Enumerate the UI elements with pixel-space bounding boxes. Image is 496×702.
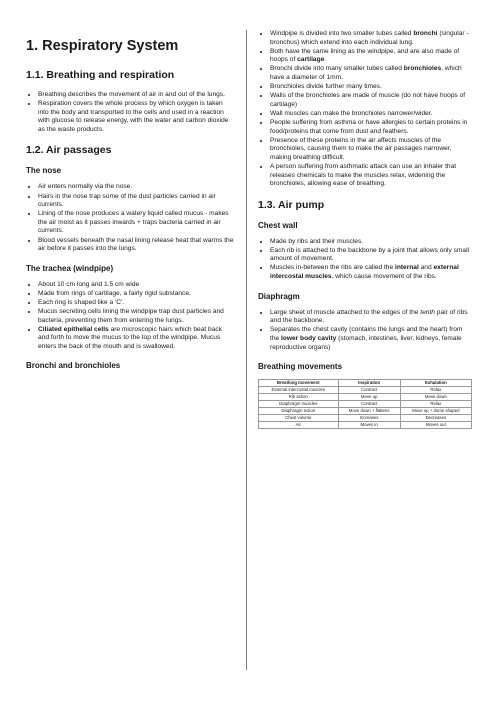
bold-term: lower body cavity	[281, 334, 337, 342]
table-cell: Contract	[338, 387, 400, 394]
list-item	[270, 264, 472, 281]
table-cell: Decreases	[400, 415, 471, 422]
text: Large sheet of muscle attached to the edges of the	[270, 308, 421, 316]
text: Separates the chest cavity (contains the lungs and the heart) from the	[270, 326, 463, 342]
column-divider	[246, 30, 247, 670]
table-cell: Relax	[400, 401, 471, 408]
subheading-bronchi: Bronchi and bronchioles	[26, 361, 121, 371]
table-cell: Chest volume	[259, 415, 339, 422]
table-cell: Move down	[400, 394, 471, 401]
list-item: • Presence of these proteins in the air affects muscles of the bronchioles, causing them to make the air passages narrower, making breathing difficult.	[270, 137, 472, 163]
list-item: • Wall muscles can make the bronchioles narrower/wider.	[270, 110, 472, 119]
subheading-chest-wall: Chest wall	[258, 220, 298, 230]
list-item: • Air enters normally via the nose.	[38, 183, 234, 192]
section-heading-air-pump: 1.3. Air pump	[258, 198, 325, 211]
text: , which have a diameter of 1mm.	[270, 65, 462, 81]
text: and	[418, 264, 434, 272]
table-cell: Air	[259, 422, 339, 429]
table-row	[259, 387, 472, 394]
trachea-list	[26, 281, 234, 352]
table-row	[259, 394, 472, 401]
list-item: • About 10 cm long and 1.5 cm wide	[38, 281, 234, 290]
text: Windpipe is divided into two smaller tubes called	[270, 30, 414, 37]
text: Bronchi divide into many smaller tubes called	[270, 65, 404, 73]
text: are microscopic hairs which beat back and forth to move the mucus to the top of the windpipe. Mucus enters the back of the mouth and is swallowed.	[38, 325, 222, 350]
table-cell: Rib action	[259, 394, 339, 401]
text: .	[324, 56, 327, 64]
bronchi-list	[258, 30, 472, 189]
table-header-cell: Breathing movement	[259, 380, 339, 387]
table-header-row	[259, 380, 472, 387]
list-item: • Mucus secreting cells lining the windpipe trap dust particles and bacteria, preventing them from entering the lungs.	[38, 308, 234, 325]
table-cell: Contract	[338, 401, 400, 408]
table-row	[259, 408, 472, 415]
left-column	[26, 38, 234, 378]
subheading-breathing-movements: Breathing movements	[258, 362, 343, 372]
list-item: • Respiration covers the whole process by which oxygen is taken into the body and transported to the cells and used in a reaction with glucose to release energy, with the water and carbon dioxide as the waste products.	[38, 100, 234, 134]
breathing-list	[26, 91, 234, 134]
subheading-nose: The nose	[26, 166, 62, 176]
table-cell: External intercostal muscles	[259, 387, 339, 394]
table-cell: Relax	[400, 387, 471, 394]
page-title: 1. Respiratory System	[26, 38, 179, 54]
diaphragm-list	[258, 309, 472, 352]
table-cell: Move up + dome shaped	[400, 408, 471, 415]
list-item	[38, 326, 234, 352]
list-item: • Made from rings of cartilage, a fairly rigid substance.	[38, 290, 234, 299]
subheading-diaphragm: Diaphragm	[258, 291, 300, 301]
list-item: • Blood vessels beneath the nasal lining release heat that warms the air before it passes into the lungs.	[38, 237, 234, 254]
list-item	[270, 30, 472, 47]
right-column	[258, 30, 472, 429]
bold-term: internal	[394, 264, 419, 272]
table-header-cell: Inspiration	[338, 380, 400, 387]
table-header-cell: Exhalation	[400, 380, 471, 387]
list-item: • Hairs in the nose trap some of the dust particles carried in air currents.	[38, 193, 234, 210]
table-row	[259, 401, 472, 408]
bold-term: external intercostal muscles	[270, 264, 459, 281]
nose-list	[26, 183, 234, 253]
subheading-trachea: The trachea (windpipe)	[26, 263, 114, 273]
breathing-movements-table	[258, 379, 472, 429]
chest-list	[258, 238, 472, 282]
text: Muscles in-between the ribs are called the	[270, 264, 395, 272]
table-cell: Move down + flattens	[338, 408, 400, 415]
list-item	[270, 48, 472, 65]
table-cell: Diaphragm muscles	[259, 401, 339, 408]
text: pair of ribs and the backbone.	[270, 308, 468, 325]
table-row	[259, 415, 472, 422]
list-item	[270, 309, 472, 326]
section-heading-air-passages: 1.2. Air passages	[26, 144, 112, 157]
list-item: • Made by ribs and their muscles.	[270, 238, 472, 247]
text: (stomach, intestines, liver, kidneys, female reproductive organs)	[270, 334, 462, 351]
text: (singular - bronchus) which extend into each individual lung.	[270, 30, 469, 46]
bold-term: cartilage	[297, 56, 325, 64]
bold-term: Ciliated epithelial cells	[38, 325, 109, 333]
list-item: • People suffering from asthma or have allergies to certain proteins in food/proteins that come from dust and feathers.	[270, 119, 472, 136]
list-item: • Each ring is shaped like a 'C'.	[38, 299, 234, 308]
text: , which cause movement of the ribs.	[331, 273, 437, 281]
table-cell: Moves in	[338, 422, 400, 429]
bold-term: bronchioles	[403, 65, 442, 73]
table-cell: Move up	[338, 394, 400, 401]
list-item	[270, 326, 472, 352]
table-cell: Diaphragm action	[259, 408, 339, 415]
list-item: • Each rib is attached to the backbone by a joint that allows only small amount of movement.	[270, 247, 472, 264]
table-cell: Increases	[338, 415, 400, 422]
list-item: • Breathing describes the movement of air in and out of the lungs.	[38, 91, 234, 100]
list-item: • Walls of the bronchioles are made of muscle (do not have hoops of cartilage)	[270, 92, 472, 109]
section-heading-breathing: 1.1. Breathing and respiration	[26, 69, 175, 81]
italic-term: tenth	[420, 308, 435, 316]
table-cell: Moves out	[400, 422, 471, 429]
bold-term: bronchi	[413, 30, 438, 37]
text: Both have the same lining as the windpipe, and are also made of hoops of	[270, 47, 460, 64]
list-item	[270, 65, 472, 82]
table-row	[259, 422, 472, 429]
list-item: • Bronchioles divide further many times.	[270, 83, 472, 92]
list-item: • Lining of the nose produces a watery liquid called mucus - makes the air moist as it passes inwards + traps bacteria carried in air currents.	[38, 210, 234, 236]
list-item: • A person suffering from asthmatic attack can use an inhaler that releases chemicals to make the muscles relax, widening the bronchioles, allowing ease of breathing.	[270, 163, 472, 189]
